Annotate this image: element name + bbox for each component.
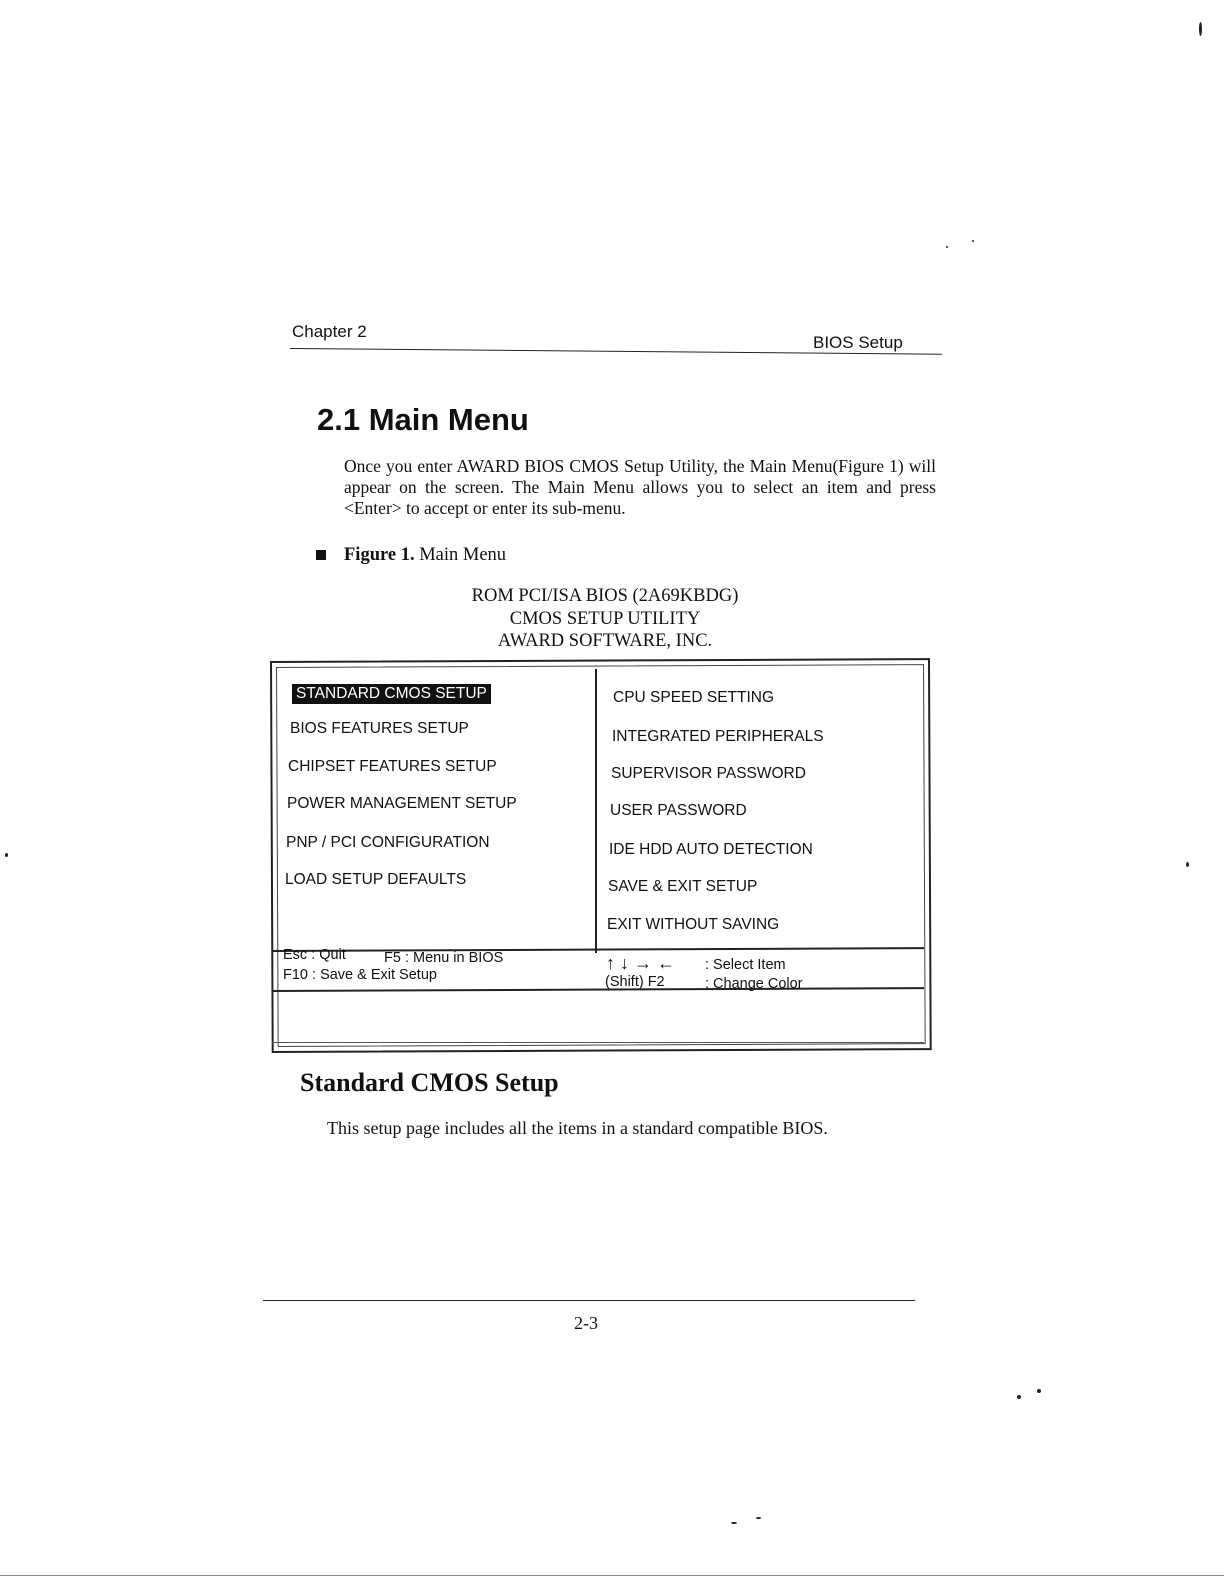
chapter-label: Chapter 2 <box>292 322 367 341</box>
menu-item-chipset-features-setup[interactable]: CHIPSET FEATURES SETUP <box>288 758 497 775</box>
bios-title-line-3: AWARD SOFTWARE, INC. <box>497 631 713 651</box>
menu-item-load-setup-defaults[interactable]: LOAD SETUP DEFAULTS <box>285 871 467 888</box>
scan-speck <box>1037 1389 1041 1393</box>
section-title: 2.1 Main Menu <box>317 402 529 437</box>
scan-speck <box>5 853 8 857</box>
intro-paragraph: Once you enter AWARD BIOS CMOS Setup Utility, the Main Menu(Figure 1) will appear on the screen. The Main Menu allows you to select an item and press <Enter> to accept or enter its sub-menu. <box>344 456 936 518</box>
scan-speck <box>731 1522 737 1524</box>
scan-speck <box>972 240 974 242</box>
bios-column-divider <box>595 669 597 953</box>
key-hint-change-color: : Change Color <box>705 976 803 992</box>
menu-item-bios-features-setup[interactable]: BIOS FEATURES SETUP <box>290 720 469 737</box>
subsection-title: Standard CMOS Setup <box>300 1068 559 1097</box>
page-number: 2-3 <box>574 1313 598 1333</box>
menu-item-user-password[interactable]: USER PASSWORD <box>610 802 747 819</box>
menu-item-supervisor-password[interactable]: SUPERVISOR PASSWORD <box>611 765 806 782</box>
menu-item-pnp-pci-configuration[interactable]: PNP / PCI CONFIGURATION <box>286 834 490 851</box>
bios-title-line-1: ROM PCI/ISA BIOS (2A69KBDG) <box>471 586 739 606</box>
figure-caption <box>344 545 506 566</box>
menu-item-cpu-speed-setting[interactable]: CPU SPEED SETTING <box>613 689 775 706</box>
scan-speck <box>1199 22 1202 36</box>
key-hint-esc: Esc : Quit <box>283 947 346 963</box>
scan-edge <box>0 1575 1224 1576</box>
scan-speck <box>1186 862 1189 867</box>
scan-speck <box>946 246 948 248</box>
figure-caption-number: Figure 1. <box>344 545 415 565</box>
scan-speck <box>1017 1395 1021 1399</box>
bios-menu-frame <box>270 658 932 1053</box>
section-label: BIOS Setup <box>813 333 903 352</box>
menu-item-integrated-peripherals[interactable]: INTEGRATED PERIPHERALS <box>612 728 824 745</box>
menu-item-ide-hdd-auto-detection[interactable]: IDE HDD AUTO DETECTION <box>609 841 813 858</box>
arrow-keys-icon: ↑↓→← <box>606 953 680 973</box>
menu-item-standard-cmos-setup[interactable]: STANDARD CMOS SETUP <box>292 684 491 704</box>
menu-item-power-management-setup[interactable]: POWER MANAGEMENT SETUP <box>287 795 517 812</box>
key-hint-f5: F5 : Menu in BIOS <box>384 950 504 966</box>
bullet-icon <box>316 550 326 560</box>
key-hint-select-item: : Select Item <box>705 957 786 973</box>
bios-title-line-2: CMOS SETUP UTILITY <box>509 609 701 629</box>
scan-speck <box>756 1517 761 1519</box>
menu-item-exit-without-saving[interactable]: EXIT WITHOUT SAVING <box>607 916 780 933</box>
key-hint-shift-f2: (Shift) F2 <box>605 974 665 990</box>
figure-caption-text: Main Menu <box>414 545 507 565</box>
subsection-text: This setup page includes all the items in a standard compatible BIOS. <box>327 1118 828 1138</box>
menu-item-save-exit-setup[interactable]: SAVE & EXIT SETUP <box>608 878 758 895</box>
bios-message-rule <box>272 1042 924 1043</box>
key-hint-f10: F10 : Save & Exit Setup <box>283 967 437 983</box>
footer-rule <box>263 1300 915 1301</box>
